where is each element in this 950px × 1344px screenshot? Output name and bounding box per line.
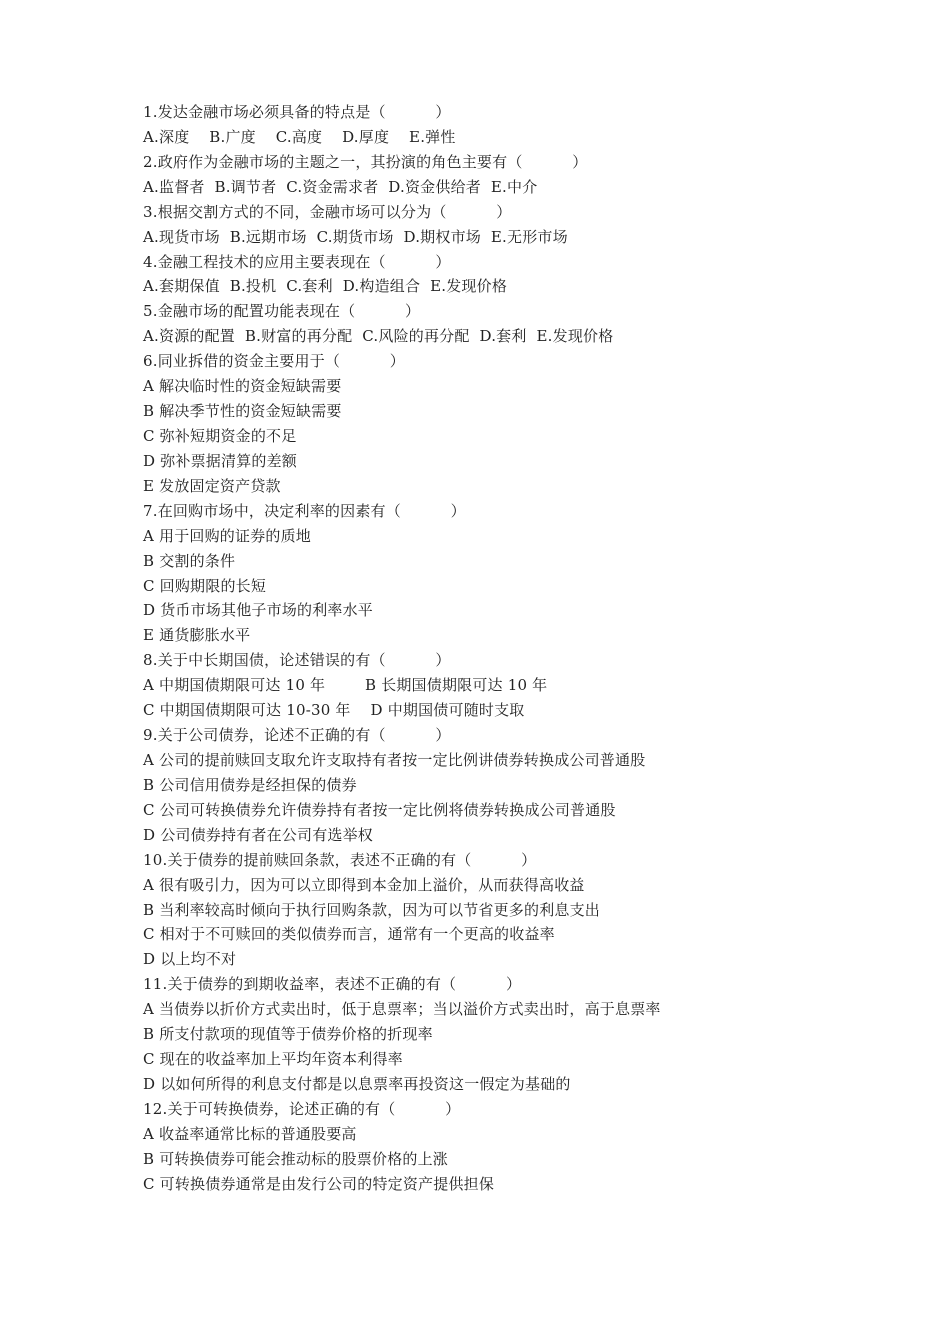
- option-6a: A 解决临时性的资金短缺需要: [143, 377, 342, 396]
- options-4: A.套期保值 B.投机 C.套利 D.构造组合 E.发现价格: [143, 277, 508, 296]
- option-6e: E 发放固定资产贷款: [143, 476, 281, 495]
- options-8ab: A 中期国债期限可达 10 年 B 长期国债期限可达 10 年: [143, 676, 548, 695]
- option-7a: A 用于回购的证券的质地: [143, 526, 312, 545]
- options-8cd: C 中期国债期限可达 10-30 年 D 中期国债可随时支取: [143, 701, 525, 720]
- option-12b: B 可转换债券可能会推动标的股票价格的上涨: [143, 1149, 448, 1168]
- option-9a: A 公司的提前赎回支取允许支取持有者按一定比例讲债券转换成公司普通股: [143, 750, 646, 769]
- option-9c: C 公司可转换债券允许债券持有者按一定比例将债券转换成公司普通股: [143, 800, 616, 819]
- option-11b: B 所支付款项的现值等于债券价格的折现率: [143, 1025, 433, 1044]
- option-6b: B 解决季节性的资金短缺需要: [143, 402, 342, 421]
- option-10d: D 以上均不对: [143, 950, 237, 969]
- option-10c: C 相对于不可赎回的类似债券而言，通常有一个更高的收益率: [143, 925, 555, 944]
- question-11: 11.关于债券的到期收益率，表述不正确的有（ ）: [143, 975, 522, 994]
- options-1: A.深度 B.广度 C.高度 D.厚度 E.弹性: [143, 127, 456, 146]
- option-9b: B 公司信用债券是经担保的债券: [143, 775, 357, 794]
- question-4: 4.金融工程技术的应用主要表现在（ ）: [143, 252, 451, 271]
- question-7: 7.在回购市场中，决定利率的因素有（ ）: [143, 501, 466, 520]
- option-7e: E 通货膨胀水平: [143, 626, 251, 645]
- option-7b: B 交割的条件: [143, 551, 236, 570]
- question-9: 9.关于公司债券，论述不正确的有（ ）: [143, 726, 451, 745]
- option-9d: D 公司债券持有者在公司有选举权: [143, 825, 373, 844]
- question-6: 6.同业拆借的资金主要用于（ ）: [143, 352, 405, 371]
- question-3: 3.根据交割方式的不同，金融市场可以分为（ ）: [143, 202, 512, 221]
- option-6d: D 弥补票据清算的差额: [143, 451, 297, 470]
- question-10: 10.关于债券的提前赎回条款，表述不正确的有（ ）: [143, 850, 537, 869]
- question-1: 1.发达金融市场必须具备的特点是（ ）: [143, 103, 451, 121]
- option-10a: A 很有吸引力，因为可以立即得到本金加上溢价，从而获得高收益: [143, 875, 585, 894]
- option-12a: A 收益率通常比标的普通股要高: [143, 1124, 357, 1143]
- option-6c: C 弥补短期资金的不足: [143, 426, 297, 445]
- options-3: A.现货市场 B.远期市场 C.期货市场 D.期权市场 E.无形市场: [143, 227, 568, 246]
- question-list: [143, 100, 903, 1197]
- question-5: 5.金融市场的配置功能表现在（ ）: [143, 302, 421, 321]
- options-2: A.监督者 B.调节者 C.资金需求者 D.资金供给者 E.中介: [143, 177, 538, 196]
- option-11c: C 现在的收益率加上平均年资本利得率: [143, 1050, 403, 1069]
- question-2: 2.政府作为金融市场的主题之一，其扮演的角色主要有（ ）: [143, 152, 588, 171]
- option-7d: D 货币市场其他子市场的利率水平: [143, 601, 373, 620]
- question-12: 12.关于可转换债券，论述正确的有（ ）: [143, 1099, 461, 1118]
- option-11d: D 以如何所得的利息支付都是以息票率再投资这一假定为基础的: [143, 1074, 571, 1093]
- options-5: A.资源的配置 B.财富的再分配 C.风险的再分配 D.套利 E.发现价格: [143, 327, 614, 346]
- option-7c: C 回购期限的长短: [143, 576, 267, 595]
- option-10b: B 当利率较高时倾向于执行回购条款，因为可以节省更多的利息支出: [143, 900, 600, 919]
- option-12c: C 可转换债券通常是由发行公司的特定资产提供担保: [143, 1174, 495, 1193]
- option-11a: A 当债券以折价方式卖出时，低于息票率；当以溢价方式卖出时，高于息票率: [143, 1000, 661, 1019]
- question-8: 8.关于中长期国债，论述错误的有（ ）: [143, 651, 451, 670]
